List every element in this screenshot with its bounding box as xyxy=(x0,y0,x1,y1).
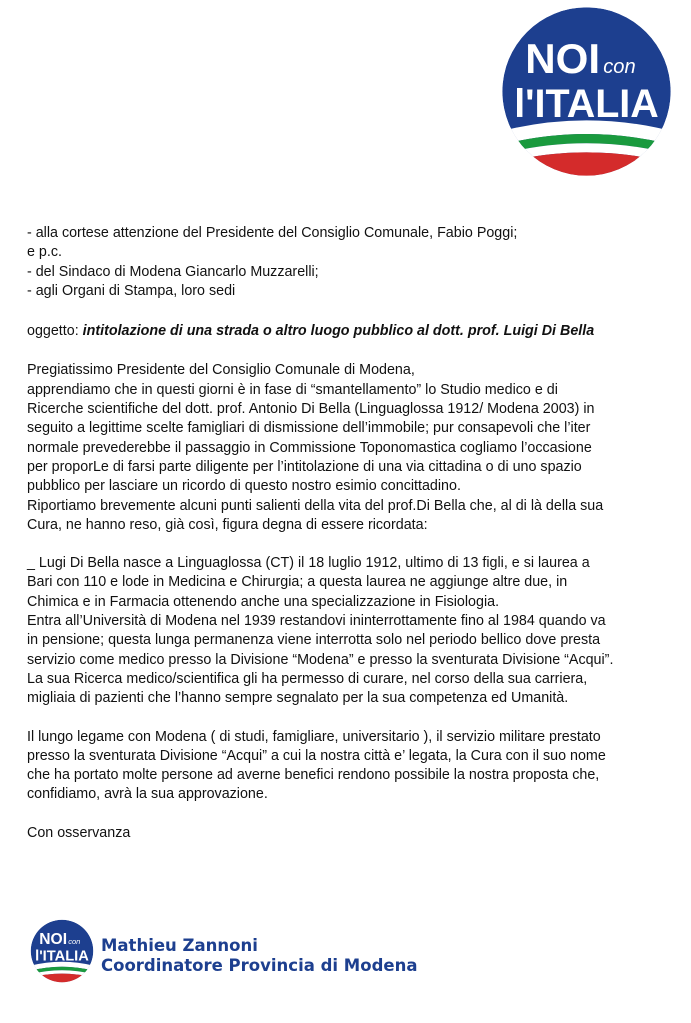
closing-line: che ha portato molte persone ad averne benefici rendono possibile la nostra proposta che, xyxy=(27,767,600,784)
body-line: pubblico per lasciare un ricordo di questo nostro esimio concittadino. xyxy=(27,478,461,495)
bio-line: Entra all’Università di Modena nel 1939 restandovi ininterrottamente fino al 1984 quando va xyxy=(27,613,606,630)
body-line: Cura, ne hanno reso, già così, figura degna di essere ricordata: xyxy=(27,516,428,533)
subject-line xyxy=(27,322,667,341)
recipient-line: - del Sindaco di Modena Giancarlo Muzzarelli; xyxy=(27,263,319,280)
body-line: normale prevederebbe il passaggio in Commissione Toponomastica cogliamo l’occasione xyxy=(27,439,592,456)
salutation: Con osservanza xyxy=(27,824,131,841)
bio-line: _ Lugi Di Bella nasce a Linguaglossa (CT) il 18 luglio 1912, ultimo di 13 figli, e si laurea a xyxy=(27,555,590,572)
bio-line: Chimica e in Farmacia ottenendo anche una specializzazione in Fisiologia. xyxy=(27,593,500,610)
logo-small-italia-text: l'ITALIA xyxy=(35,947,90,965)
subject-label: oggetto: xyxy=(27,323,83,340)
bio-line: servizio come medico presso la Divisione “Modena” e presso la sventurata Divisione “Acqui”. xyxy=(27,651,614,668)
body-line: seguito a legittime scelte famigliari di dismissione dell’immobile; pur consapevoli che l’iter xyxy=(27,420,591,437)
noi-con-litalia-logo-small xyxy=(28,917,96,985)
bio-line: in pensione; questa lunga permanenza viene interrotta solo nel periodo bellico dove presta xyxy=(27,632,601,649)
noi-con-litalia-logo xyxy=(495,0,678,183)
closing-line: confidiamo, avrà la sua approvazione. xyxy=(27,786,268,803)
bio-line: migliaia di pazienti che l’hanno sempre segnalato per la sua competenza ed Umanità. xyxy=(27,690,569,707)
logo-small-con-text: con xyxy=(68,937,81,947)
subject-text: intitolazione di una strada o altro luogo pubblico al dott. prof. Luigi Di Bella xyxy=(82,323,595,340)
bio-line: Bari con 110 e lode in Medicina e Chirurgia; a questa laurea ne aggiunge altre due, in xyxy=(27,574,568,591)
signatory-name: Mathieu Zannoni xyxy=(101,936,258,955)
closing-line: presso la sventurata Divisione “Acqui” a cui la nostra città e’ legata, la Cura con il suo nome xyxy=(27,747,606,764)
recipient-line: - agli Organi di Stampa, loro sedi xyxy=(27,282,236,299)
body-line: apprendiamo che in questi giorni è in fase di “smantellamento” lo Studio medico e di xyxy=(27,381,558,398)
body-line: Pregiatissimo Presidente del Consiglio Comunale di Modena, xyxy=(27,362,415,379)
signature-text xyxy=(101,936,417,976)
body-line: Ricerche scientifiche del dott. prof. Antonio Di Bella (Linguaglossa 1912/ Modena 2003) in xyxy=(27,401,595,418)
logo-noi-text: NOI xyxy=(525,35,601,83)
signatory-role: Coordinatore Provincia di Modena xyxy=(101,956,418,975)
logo-small-noi-text: NOI xyxy=(39,931,68,949)
body-line: Riportiamo brevemente alcuni punti salienti della vita del prof.Di Bella che, al di là della sua xyxy=(27,497,604,514)
logo-con-text: con xyxy=(603,56,636,79)
closing-line: Il lungo legame con Modena ( di studi, famigliare, universitario ), il servizio militare prestato xyxy=(27,728,601,745)
recipient-line: e p.c. xyxy=(27,244,62,261)
recipient-line: - alla cortese attenzione del Presidente del Consiglio Comunale, Fabio Poggi; xyxy=(27,225,518,241)
letter-body xyxy=(27,224,667,843)
bio-line: La sua Ricerca medico/scientifica gli ha permesso di curare, nel corso della sua carriera, xyxy=(27,670,588,687)
body-line: per proporLe di farsi parte diligente per l’intitolazione di una via cittadina o di uno spazio xyxy=(27,458,582,475)
logo-italia-text: l'ITALIA xyxy=(514,81,659,127)
